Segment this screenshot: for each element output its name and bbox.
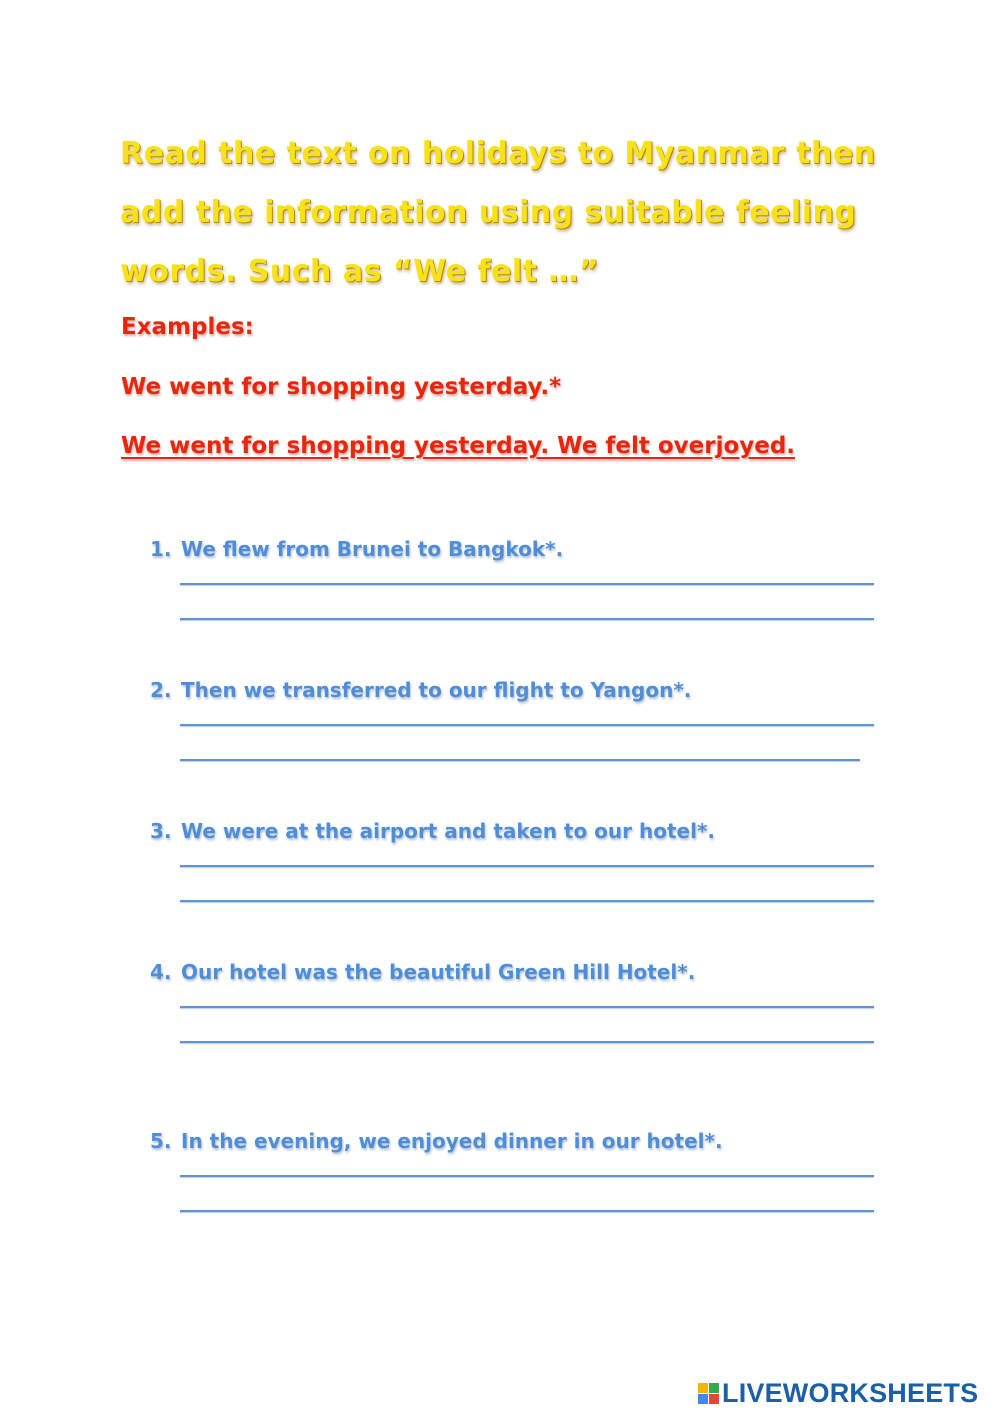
question-number: 1. (150, 537, 172, 561)
question-3 (150, 819, 890, 843)
question-number: 4. (150, 960, 172, 984)
liveworksheets-logo (698, 1378, 978, 1409)
question-1 (150, 537, 890, 561)
question-number: 2. (150, 678, 172, 702)
liveworksheets-logo-icon (698, 1383, 719, 1404)
examples-heading: Examples: (121, 314, 254, 340)
question-text: Then we transferred to our flight to Yangon*. (181, 678, 692, 702)
question-text: We flew from Brunei to Bangkok*. (181, 537, 564, 561)
answer-line[interactable] (180, 1006, 874, 1008)
example-answer: We went for shopping yesterday. We felt overjoyed. (121, 433, 796, 459)
answer-line[interactable] (180, 1041, 874, 1043)
question-5 (150, 1129, 890, 1153)
answer-line[interactable] (180, 865, 874, 867)
answer-line[interactable] (180, 1175, 874, 1177)
question-number: 3. (150, 819, 172, 843)
question-4 (150, 960, 890, 984)
example-sentence: We went for shopping yesterday.* (121, 374, 562, 400)
answer-line[interactable] (180, 618, 874, 620)
answer-line[interactable] (180, 724, 874, 726)
question-2 (150, 678, 890, 702)
question-text: In the evening, we enjoyed dinner in our hotel*. (181, 1129, 723, 1153)
answer-line[interactable] (180, 583, 874, 585)
brand-name: LIVEWORKSHEETS (722, 1378, 979, 1408)
question-text: We were at the airport and taken to our hotel*. (181, 819, 715, 843)
answer-line[interactable] (180, 1210, 874, 1212)
answer-line[interactable] (180, 900, 874, 902)
instructions: Read the text on holidays to Myanmar then add the information using suitable feeling words. Such as “We felt …” (120, 136, 876, 289)
question-number: 5. (150, 1129, 172, 1153)
question-text: Our hotel was the beautiful Green Hill Hotel*. (181, 960, 696, 984)
answer-line[interactable] (180, 759, 860, 761)
